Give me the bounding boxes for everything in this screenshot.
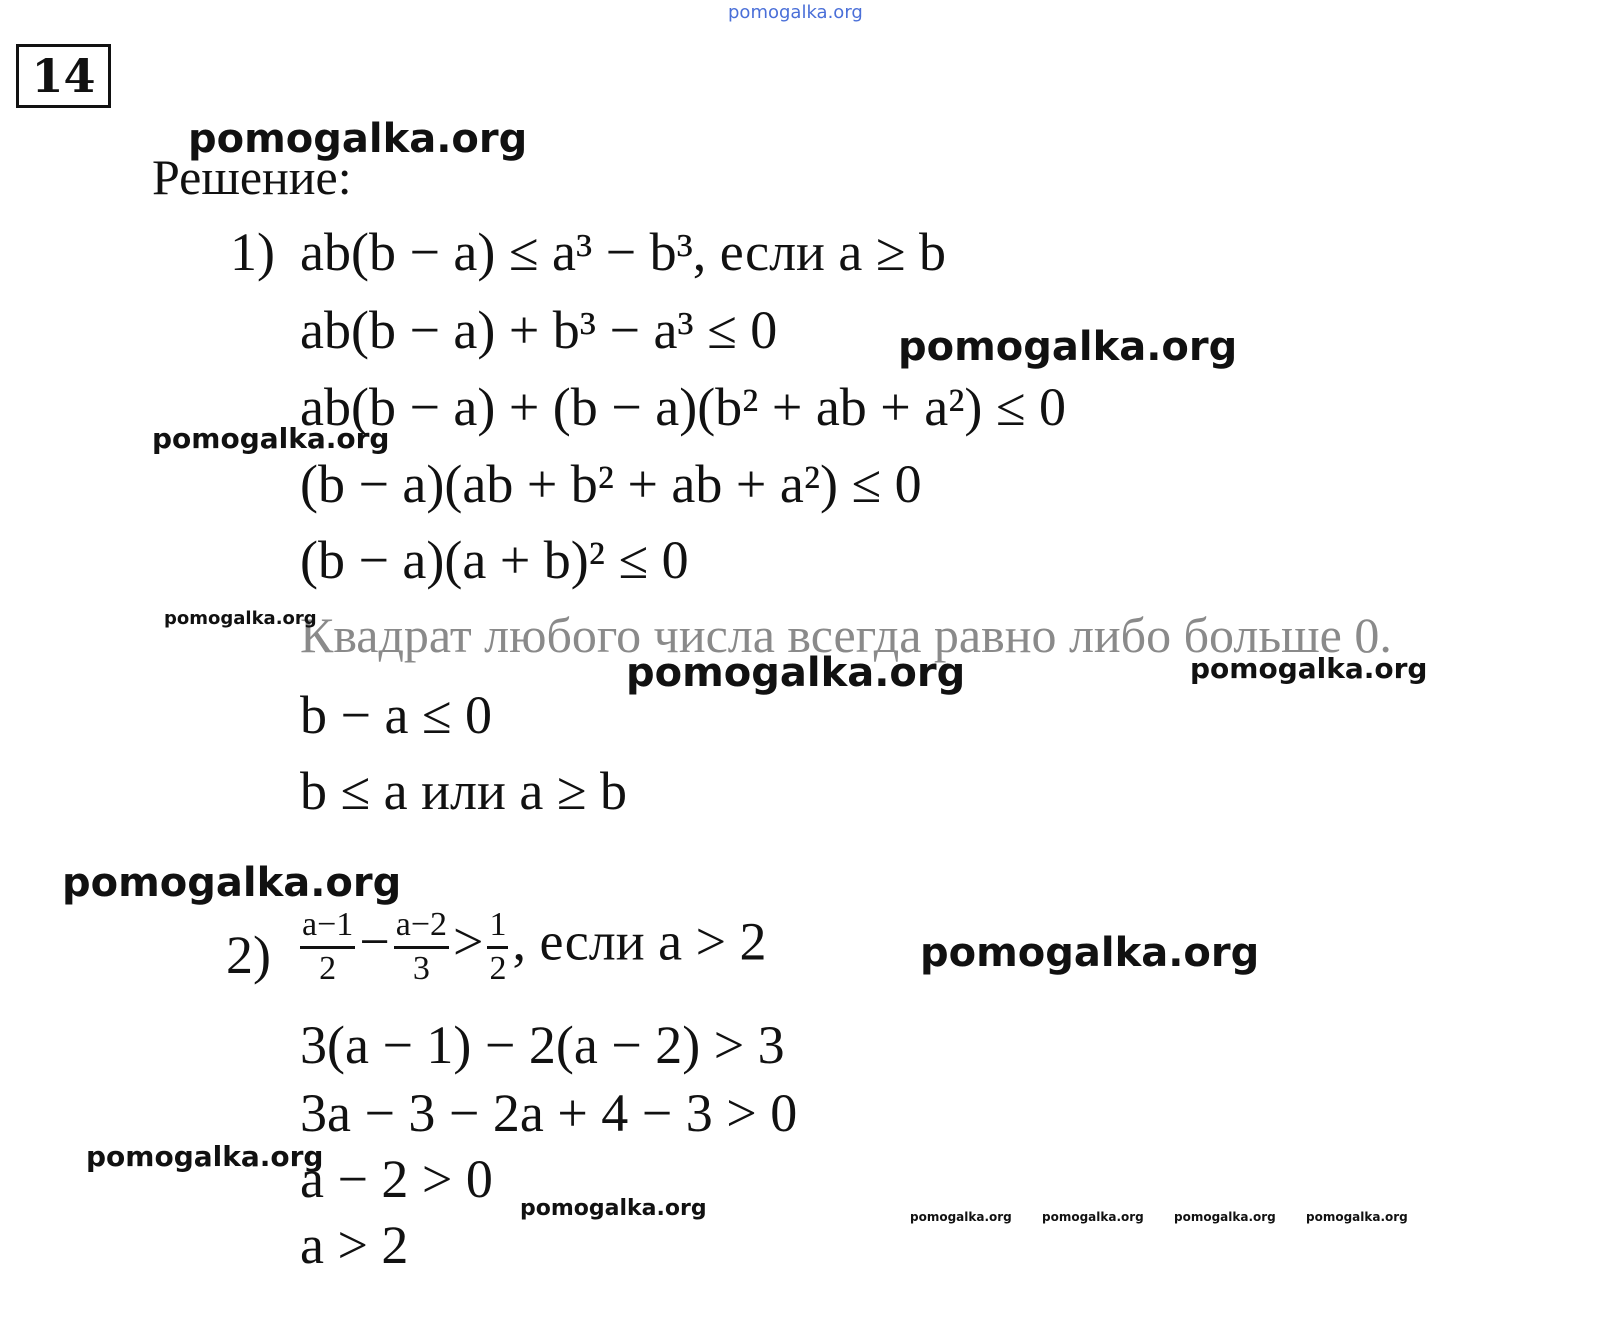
part1-line-3: ab(b − a) + (b − a)(b² + ab + a²) ≤ 0 (300, 377, 1067, 437)
part1-label: 1) (230, 222, 275, 282)
fraction-3 (487, 905, 508, 990)
part2-line-3: a − 2 > 0 (300, 1149, 493, 1209)
watermark: pomogalka.org (62, 860, 402, 906)
part1-line-4: (b − a)(ab + b² + ab + a²) ≤ 0 (300, 454, 922, 514)
watermark: pomogalka.org (520, 1196, 707, 1221)
part2-line-2: 3a − 3 − 2a + 4 − 3 > 0 (300, 1083, 798, 1143)
watermark: pomogalka.org (1306, 1210, 1408, 1224)
watermark: pomogalka.org (188, 116, 528, 162)
part2-condition: , если a > 2 (512, 911, 767, 972)
part2-line-1: 3(a − 1) − 2(a − 2) > 3 (300, 1015, 785, 1075)
fraction-3-numerator: 1 (487, 905, 508, 949)
fraction-3-denominator: 2 (489, 949, 507, 987)
fraction-1-numerator: a−1 (300, 905, 355, 949)
watermark: pomogalka.org (1042, 1210, 1144, 1224)
fraction-1-denominator: 2 (319, 949, 337, 987)
minus-sign: − (359, 911, 390, 972)
part1-line-5: (b − a)(a + b)² ≤ 0 (300, 530, 689, 590)
part1-line-2: ab(b − a) + b³ − a³ ≤ 0 (300, 300, 778, 360)
watermark-top: pomogalka.org (728, 2, 863, 23)
watermark: pomogalka.org (920, 930, 1260, 976)
watermark: pomogalka.org (1174, 1210, 1276, 1224)
watermark: pomogalka.org (898, 324, 1238, 370)
watermark: pomogalka.org (1190, 652, 1428, 685)
part2-line-4: a > 2 (300, 1215, 409, 1275)
watermark: pomogalka.org (86, 1140, 324, 1173)
solution-heading: Решение: (152, 149, 352, 205)
watermark: pomogalka.org (164, 608, 317, 629)
problem-number: 14 (16, 44, 111, 108)
watermark: pomogalka.org (626, 650, 966, 696)
fraction-1 (300, 905, 355, 990)
greater-sign: > (453, 911, 484, 972)
fraction-2-denominator: 3 (412, 949, 430, 987)
part1-line-7: b ≤ a или a ≥ b (300, 761, 627, 821)
part1-line-1: ab(b − a) ≤ a³ − b³, если a ≥ b (300, 222, 947, 282)
part2-inequality (296, 905, 767, 990)
part1-note: Квадрат любого числа всегда равно либо больше 0. (300, 607, 1392, 663)
part1-line-6: b − a ≤ 0 (300, 685, 493, 745)
part2-label: 2) (226, 925, 271, 985)
watermark: pomogalka.org (152, 422, 390, 455)
fraction-2-numerator: a−2 (394, 905, 449, 949)
watermark: pomogalka.org (910, 1210, 1012, 1224)
fraction-2 (394, 905, 449, 990)
